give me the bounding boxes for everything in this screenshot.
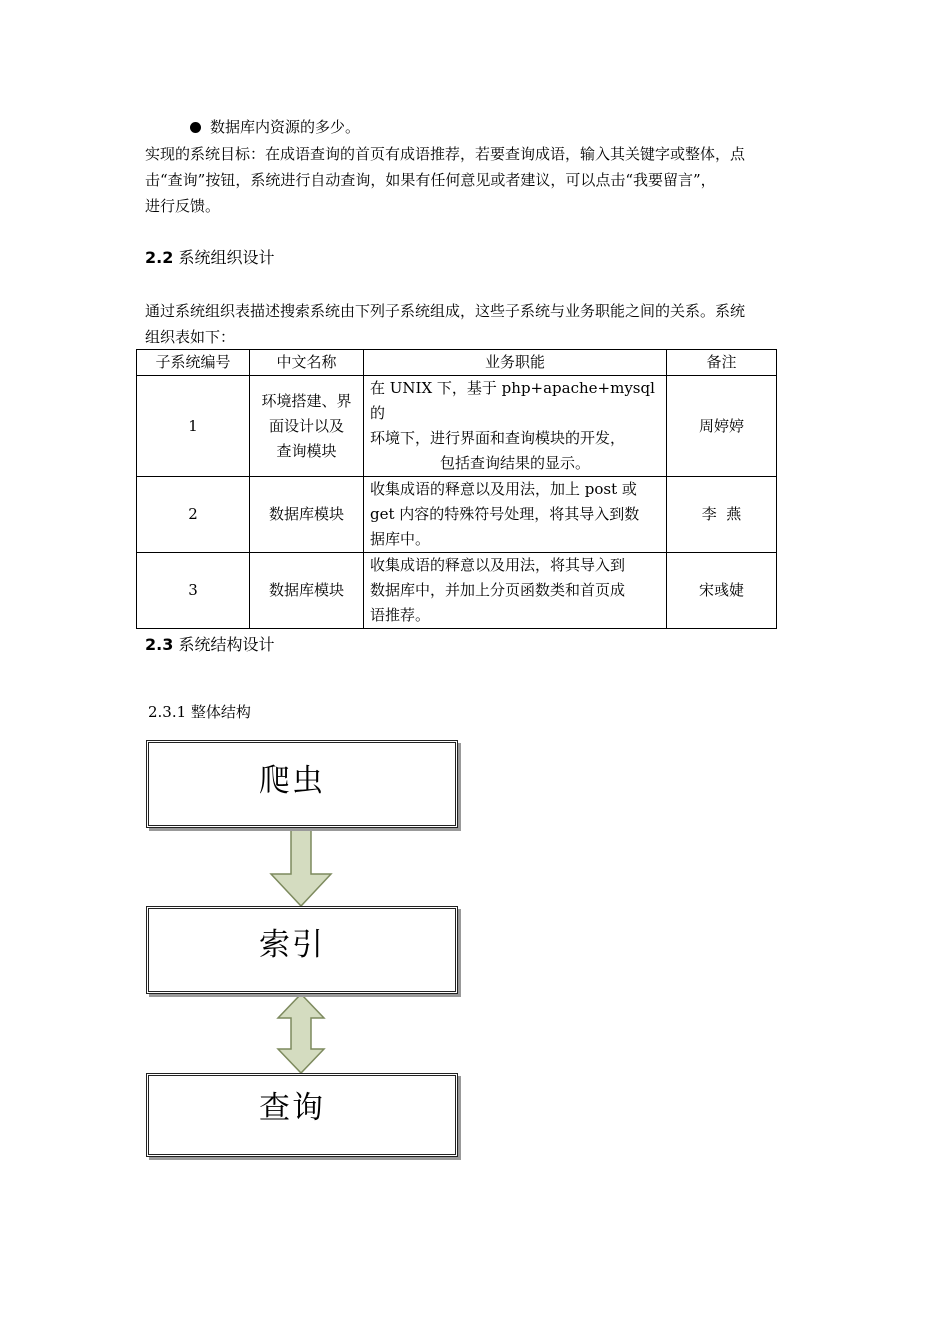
desc-line: 通过系统组织表描述搜索系统由下列子系统组成，这些子系统与业务职能之间的关系。系统	[145, 302, 746, 320]
node-crawler	[146, 740, 458, 828]
bullet-item	[190, 114, 360, 140]
duty-line: 收集成语的释意以及用法，将其导入到	[370, 556, 626, 574]
duty-line: 数据库中，并加上分页函数类和首页成	[370, 581, 626, 599]
bullet-text: 数据库内资源的多少。	[210, 118, 361, 136]
name-line: 面设计以及	[268, 416, 344, 435]
double-arrow-icon	[278, 994, 324, 1073]
duty-line: get 内容的特殊符号处理，将其导入到数	[370, 505, 640, 523]
table-row	[137, 376, 777, 477]
goal-line: 击“查询”按钮，系统进行自动查询，如果有任何意见或者建议，可以点击“我要留言”，	[145, 171, 716, 189]
node-label: 索引	[259, 927, 325, 963]
goal-line: 进行反馈。	[145, 197, 221, 215]
bullet-dot-icon	[190, 122, 201, 133]
goal-paragraph	[145, 141, 745, 219]
sub-heading-2-3-1: 2.3.1 整体结构	[148, 703, 251, 721]
duty-line: 包括查询结果的显示。	[439, 454, 590, 472]
duty-line: 据库中。	[370, 530, 431, 548]
section-heading-2-3	[145, 632, 274, 655]
subsystem-note: 周婷婷	[667, 376, 777, 477]
name-line: 查询模块	[276, 441, 337, 460]
subsystem-id: 1	[137, 376, 250, 477]
node-label: 查询	[259, 1090, 325, 1126]
header-cell: 子系统编号	[137, 350, 250, 376]
subsystem-id: 2	[137, 477, 250, 553]
node-query	[146, 1073, 458, 1157]
structure-diagram	[140, 735, 470, 1165]
goal-line: 实现的系统目标：在成语查询的首页有成语推荐，若要查询成语，输入其关键字或整体，点	[145, 145, 746, 163]
duty-line: 环境下，进行界面和查询模块的开发，	[370, 429, 626, 447]
section-heading-2-2	[145, 245, 274, 268]
header-cell: 中文名称	[250, 350, 364, 376]
subsystem-name	[250, 477, 364, 553]
down-arrow-icon	[271, 826, 331, 906]
name-line: 环境搭建、界	[261, 391, 352, 410]
table-row	[137, 553, 777, 629]
header-cell: 备注	[667, 350, 777, 376]
header-cell: 业务职能	[364, 350, 667, 376]
duty-line: 收集成语的释意以及用法，加上 post 或	[370, 480, 637, 498]
duty-line: 在 UNIX 下，基于 php+apache+mysql 的	[370, 379, 655, 422]
node-label: 爬虫	[259, 763, 325, 799]
desc-line: 组织表如下：	[145, 328, 236, 346]
subsystem-id: 3	[137, 553, 250, 629]
duty-line: 语推荐。	[370, 606, 431, 624]
name-line: 数据库模块	[268, 505, 344, 523]
table-header-row	[137, 350, 777, 376]
subsystem-name	[250, 376, 364, 477]
name-line: 数据库模块	[268, 581, 344, 599]
table-row	[137, 477, 777, 553]
subsystem-duty	[364, 376, 667, 477]
subsystem-duty	[364, 477, 667, 553]
org-table	[136, 349, 777, 629]
subsystem-note: 李 燕	[667, 477, 777, 553]
subsystem-name	[250, 553, 364, 629]
node-index	[146, 906, 458, 994]
subsystem-duty	[364, 553, 667, 629]
section-description	[145, 298, 745, 350]
section-number: 2.3	[145, 635, 174, 654]
section-title: 系统组织设计	[178, 248, 275, 267]
section-number: 2.2	[145, 248, 174, 267]
subsystem-note: 宋彧婕	[667, 553, 777, 629]
section-title: 系统结构设计	[178, 635, 275, 654]
